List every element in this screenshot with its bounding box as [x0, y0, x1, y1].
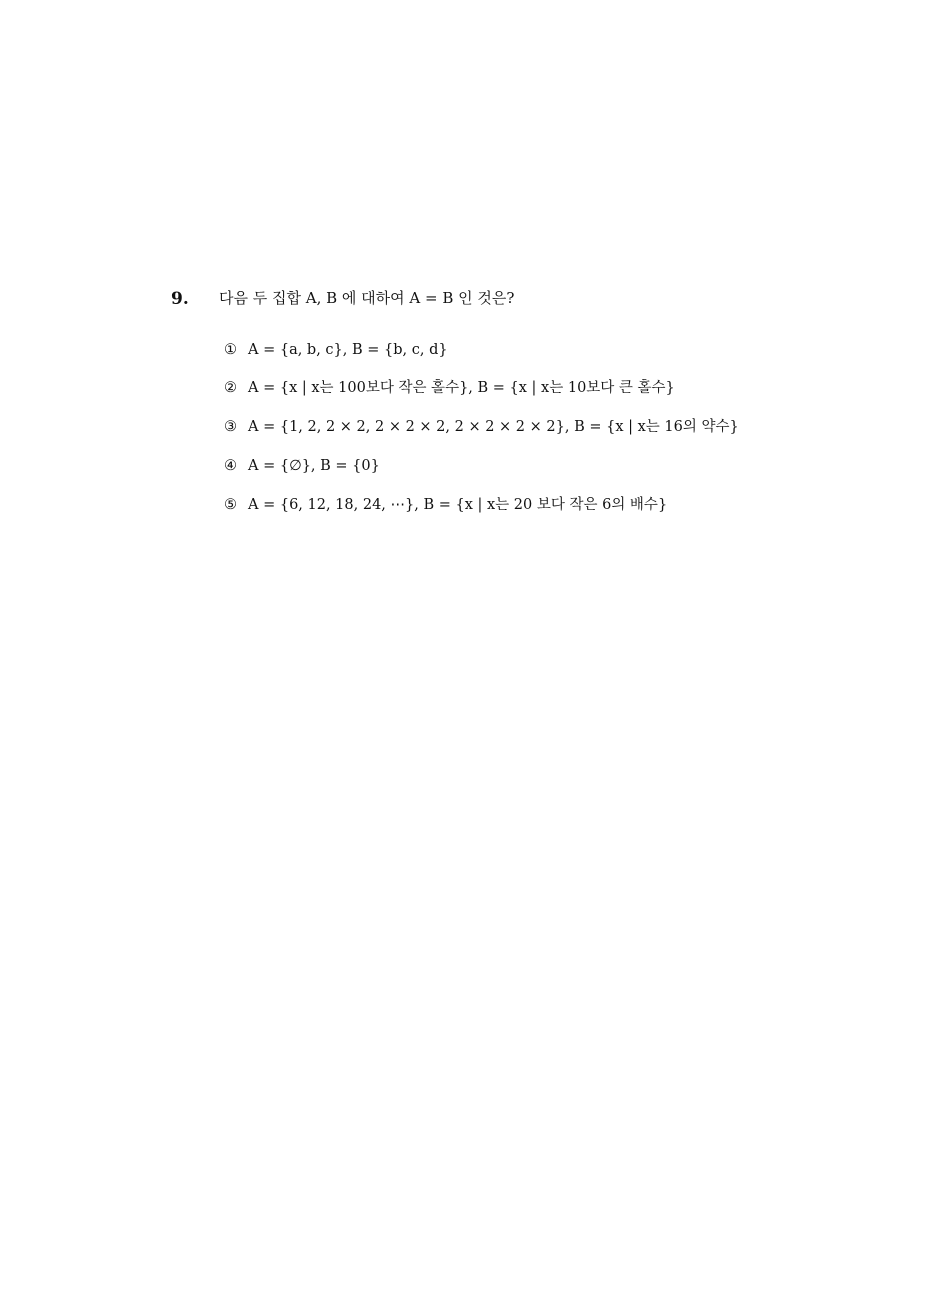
choice-text: A = {1, 2, 2 × 2, 2 × 2 × 2, 2 × 2 × 2 × 2}, B = {x | x는 16의 약수}	[248, 419, 739, 435]
choice-marker: ①	[224, 342, 237, 358]
choice-4[interactable]	[224, 455, 380, 477]
choice-marker: ④	[224, 458, 237, 474]
choice-marker: ⑤	[224, 497, 237, 513]
question-stem: 다음 두 집합 A, B 에 대하여 A = B 인 것은?	[219, 289, 515, 307]
choice-1[interactable]	[224, 339, 448, 361]
choice-text: A = {6, 12, 18, 24, ⋯}, B = {x | x는 20 보다 작은 6의 배수}	[248, 497, 668, 513]
choice-marker: ②	[224, 380, 237, 396]
choice-text: A = {x | x는 100보다 작은 홀수}, B = {x | x는 10보다 큰 홀수}	[248, 380, 675, 396]
choice-text: A = {a, b, c}, B = {b, c, d}	[248, 342, 448, 358]
question-number: 9.	[171, 289, 189, 309]
choice-2[interactable]	[224, 377, 675, 399]
choice-marker: ③	[224, 419, 237, 435]
choice-3[interactable]	[224, 416, 739, 438]
choice-text: A = {∅}, B = {0}	[248, 458, 380, 474]
choice-5[interactable]	[224, 494, 667, 516]
